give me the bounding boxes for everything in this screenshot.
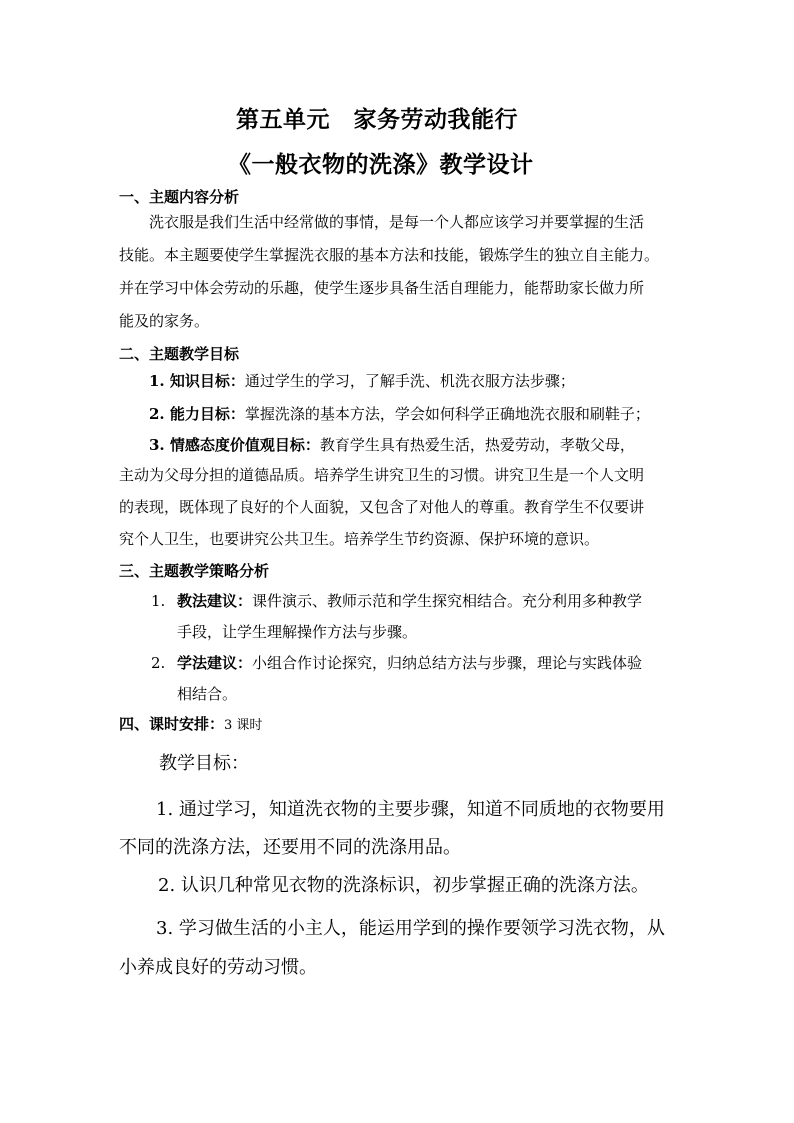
paragraph-line: 并在学习中体会劳动的乐趣，使学生逐步具备生活自理能力，能帮助家长做力所	[119, 279, 645, 297]
strategy-text: 课件演示、教师示范和学生探究相结合。充分利用多种教学	[252, 592, 643, 610]
goal-label: 1. 知识目标：	[149, 372, 245, 390]
goal-text: 掌握洗涤的基本方法，学会如何科学正确地洗衣服和刷鞋子；	[244, 405, 650, 423]
goal-item-attitude	[149, 430, 635, 461]
list-number: 2.	[151, 654, 166, 672]
paragraph-line: 主动为父母分担的道德品质。培养学生讲究卫生的习惯。讲究卫生是一个人文明	[119, 466, 645, 484]
paragraph-line: 的表现，既体现了良好的个人面貌，又包含了对他人的尊重。教育学生不仅要讲	[119, 498, 645, 516]
objectives-heading: 教学目标：	[159, 753, 249, 774]
objective-line: 1. 通过学习，知道洗衣物的主要步骤，知道不同质地的衣物要用	[156, 799, 665, 820]
strategy-item-teaching	[177, 586, 642, 617]
objective-line: 小养成良好的劳动习惯。	[119, 957, 317, 978]
paragraph-line: 手段，让学生理解操作方法与步骤。	[177, 623, 418, 641]
strategy-label: 教法建议：	[177, 592, 253, 610]
section-heading-content-analysis: 一、主题内容分析	[119, 188, 240, 206]
paragraph-line: 能及的家务。	[119, 312, 210, 330]
goal-label: 2. 能力目标：	[149, 405, 245, 423]
strategy-item-learning	[177, 648, 642, 679]
goal-label: 3. 情感态度价值观目标：	[149, 436, 320, 454]
goal-text: 教育学生具有热爱生活，热爱劳动，孝敬父母，	[319, 436, 635, 454]
paragraph-line: 相结合。	[177, 685, 238, 703]
strategy-label: 学法建议：	[177, 654, 253, 672]
objective-line: 2. 认识几种常见衣物的洗涤标识，初步掌握正确的洗涤方法。	[158, 875, 649, 896]
class-hours-value: 3 课时	[224, 718, 263, 733]
paragraph-line: 洗衣服是我们生活中经常做的事情，是每一个人都应该学习并要掌握的生活	[149, 213, 645, 231]
strategy-text: 小组合作讨论探究，归纳总结方法与步骤，理论与实践体验	[252, 654, 643, 672]
unit-title: 第五单元 家务劳动我能行	[236, 106, 518, 133]
lesson-title: 《一般衣物的洗涤》教学设计	[228, 151, 534, 178]
goal-item-ability	[149, 399, 650, 430]
list-number: 1.	[151, 592, 166, 610]
objective-line: 3. 学习做生活的小主人，能运用学到的操作要领学习洗衣物，从	[156, 918, 665, 939]
paragraph-line: 技能。本主题要使学生掌握洗衣服的基本方法和技能，锻炼学生的独立自主能力。	[119, 246, 660, 264]
paragraph-line: 究个人卫生，也要讲究公共卫生。培养学生节约资源、保护环境的意识。	[119, 530, 600, 548]
section-heading-teaching-goals: 二、主题教学目标	[119, 345, 240, 363]
objective-line: 不同的洗涤方法，还要用不同的洗涤用品。	[119, 837, 461, 858]
goal-text: 通过学生的学习，了解手洗、机洗衣服方法步骤；	[244, 372, 575, 390]
section-heading-strategy-analysis: 三、主题教学策略分析	[119, 562, 270, 580]
goal-item-knowledge	[149, 366, 575, 397]
class-hours-row	[119, 709, 262, 741]
section-heading-class-hours: 四、课时安排：	[119, 715, 225, 733]
